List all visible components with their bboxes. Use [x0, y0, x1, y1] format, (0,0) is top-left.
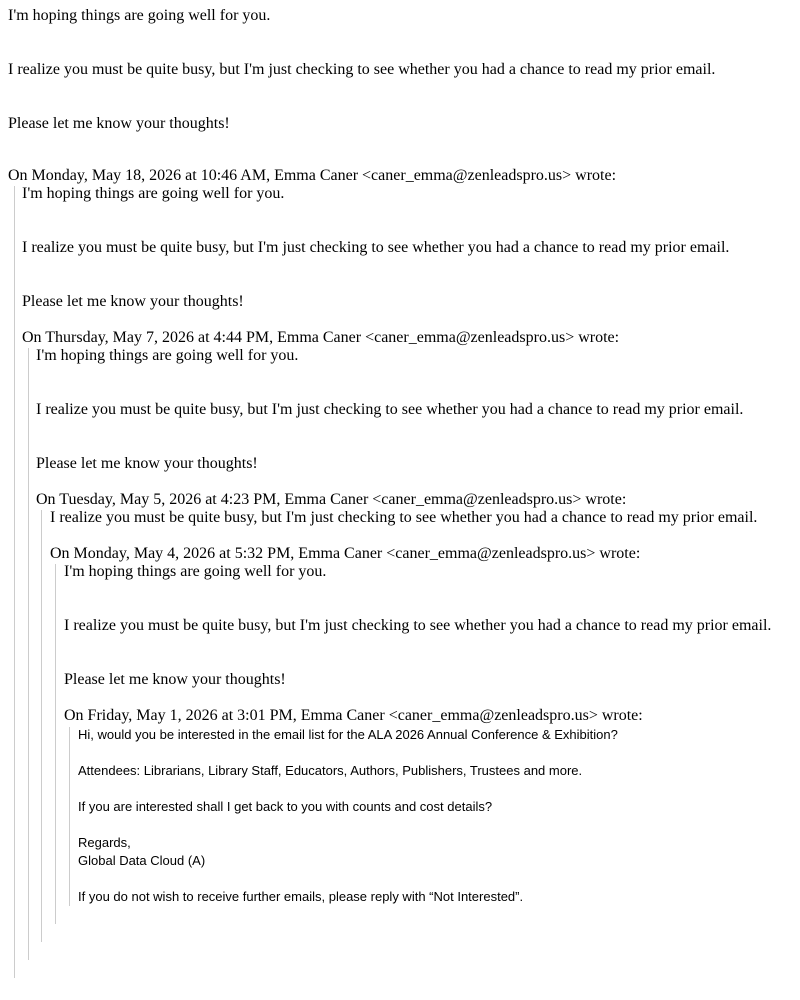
original-unsubscribe: If you do not wish to receive further emails, please reply with “Not Interested”. — [78, 889, 524, 904]
quote-bar-level-3 — [41, 510, 42, 942]
quote-bar-level-4 — [55, 564, 56, 924]
original-signature: Global Data Cloud (A) — [78, 853, 206, 868]
quote-attribution: On Friday, May 1, 2026 at 3:01 PM, Emma Caner <caner_emma@zenleadspro.us> wrote: — [64, 707, 643, 724]
message-greeting: I'm hoping things are going well for you. — [22, 185, 285, 202]
message-closing: Please let me know your thoughts! — [36, 455, 258, 472]
message-body: I realize you must be quite busy, but I'm just checking to see whether you had a chance to read my prior email. — [8, 61, 716, 78]
message-closing: Please let me know your thoughts! — [22, 293, 244, 310]
original-attendees: Attendees: Librarians, Library Staff, Educators, Authors, Publishers, Trustees and more. — [78, 763, 583, 778]
message-closing: Please let me know your thoughts! — [64, 671, 286, 688]
message-body: I realize you must be quite busy, but I'm just checking to see whether you had a chance to read my prior email. — [64, 617, 772, 634]
message-greeting: I'm hoping things are going well for you. — [8, 7, 271, 24]
quote-bar-level-5 — [69, 727, 70, 906]
original-regards: Regards, — [78, 835, 131, 850]
quote-attribution: On Thursday, May 7, 2026 at 4:44 PM, Emma Caner <caner_emma@zenleadspro.us> wrote: — [22, 329, 620, 346]
original-intro: Hi, would you be interested in the email list for the ALA 2026 Annual Conference & Exhibition? — [78, 727, 618, 742]
quote-attribution: On Monday, May 4, 2026 at 5:32 PM, Emma Caner <caner_emma@zenleadspro.us> wrote: — [50, 545, 641, 562]
message-closing: Please let me know your thoughts! — [8, 115, 230, 132]
quote-bar-level-2 — [28, 348, 29, 960]
message-greeting: I'm hoping things are going well for you. — [64, 563, 327, 580]
quote-attribution: On Monday, May 18, 2026 at 10:46 AM, Emma Caner <caner_emma@zenleadspro.us> wrote: — [8, 167, 617, 184]
message-greeting: I'm hoping things are going well for you. — [36, 347, 299, 364]
quote-attribution: On Tuesday, May 5, 2026 at 4:23 PM, Emma Caner <caner_emma@zenleadspro.us> wrote: — [36, 491, 627, 508]
original-question: If you are interested shall I get back to you with counts and cost details? — [78, 799, 493, 814]
message-body: I realize you must be quite busy, but I'm just checking to see whether you had a chance to read my prior email. — [50, 509, 758, 526]
message-body: I realize you must be quite busy, but I'm just checking to see whether you had a chance to read my prior email. — [36, 401, 744, 418]
quote-bar-level-1 — [14, 186, 15, 978]
message-body: I realize you must be quite busy, but I'm just checking to see whether you had a chance to read my prior email. — [22, 239, 730, 256]
